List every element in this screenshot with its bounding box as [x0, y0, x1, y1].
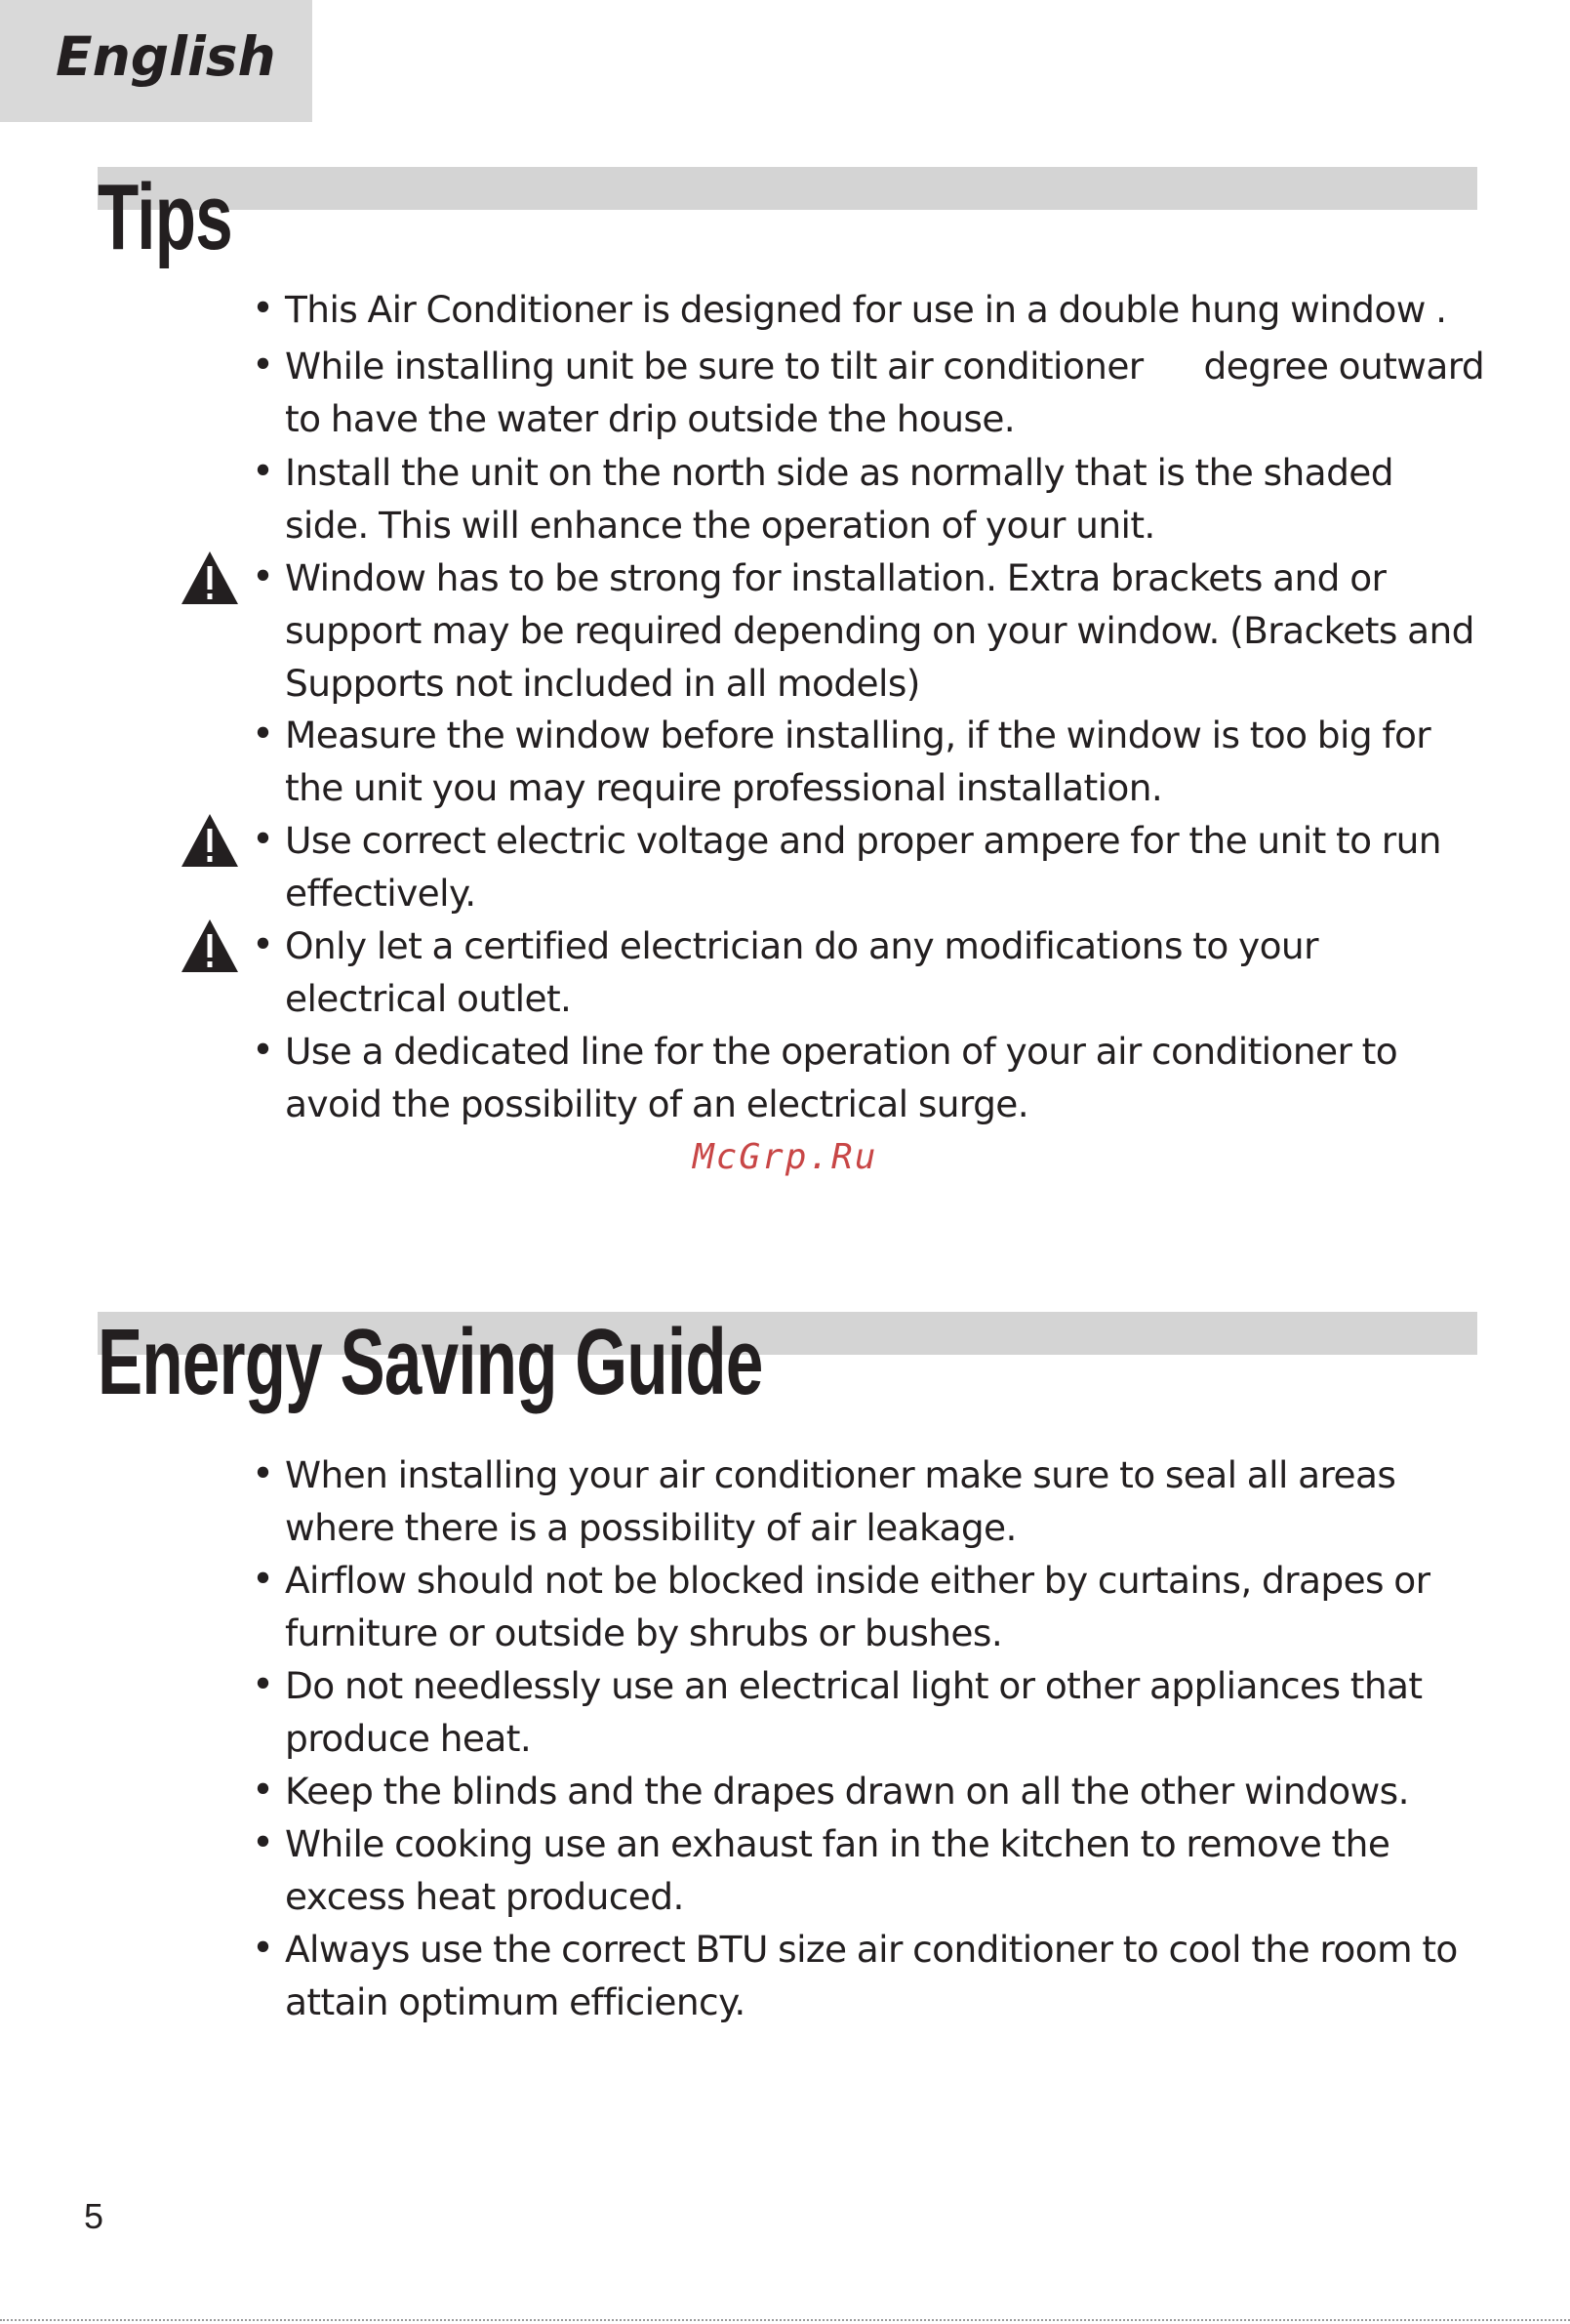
bullet: • — [252, 1663, 275, 1707]
bottom-divider — [0, 2319, 1570, 2321]
list-item-text: Airflow should not be blocked inside either by curtains, drapes or furniture or outside by shrubs or bushes. — [285, 1559, 1430, 1654]
bullet: • — [252, 1558, 275, 1602]
list-item-text: This Air Conditioner is designed for use in a double hung window . — [285, 288, 1447, 331]
list-item-text: Measure the window before installing, if the window is too big for the unit you may require professional installation. — [285, 714, 1431, 809]
page-number: 5 — [84, 2196, 104, 2236]
warning-triangle-icon — [180, 812, 240, 869]
list-item-text: Keep the blinds and the drapes drawn on all the other windows. — [285, 1770, 1409, 1813]
list-item-text: Always use the correct BTU size air conditioner to cool the room to attain optimum efficiency. — [285, 1928, 1458, 2023]
list-item-text: Install the unit on the north side as normally that is the shaded side. This will enhance the operation of your unit. — [285, 451, 1393, 547]
tips-title: Tips — [98, 165, 232, 269]
bullet: • — [252, 344, 275, 387]
list-item-text: Use correct electric voltage and proper ampere for the unit to run effectively. — [285, 819, 1441, 915]
bullet: • — [252, 1029, 275, 1073]
list-item-text: Only let a certified electrician do any modifications to your electrical outlet. — [285, 924, 1318, 1020]
bullet: • — [252, 818, 275, 862]
bullet: • — [252, 287, 275, 331]
bullet: • — [252, 450, 275, 494]
warning-triangle-icon — [180, 917, 240, 974]
bullet: • — [252, 923, 275, 967]
bullet: • — [252, 1821, 275, 1865]
list-item-text: Use a dedicated line for the operation of your air conditioner to avoid the possibility of an electrical surge. — [285, 1030, 1398, 1125]
language-label: English — [56, 25, 276, 88]
bullet: • — [252, 713, 275, 756]
list-item-text: While installing unit be sure to tilt air conditioner degree outward to have the water drip outside the house. — [285, 345, 1495, 440]
bullet: • — [252, 555, 275, 599]
list-item-text: Do not needlessly use an electrical light or other appliances that produce heat. — [285, 1664, 1423, 1760]
list-item-text: While cooking use an exhaust fan in the kitchen to remove the excess heat produced. — [285, 1822, 1390, 1918]
bullet: • — [252, 1769, 275, 1813]
list-item-text: When installing your air conditioner make sure to seal all areas where there is a possibility of air leakage. — [285, 1453, 1396, 1549]
bullet: • — [252, 1927, 275, 1971]
language-tab — [0, 0, 312, 122]
list-item-text: Window has to be strong for installation. Extra brackets and or support may be required depending on your window. (Brackets and Supports not included in all models) — [285, 556, 1474, 705]
energy-title: Energy Saving Guide — [98, 1310, 763, 1414]
bullet: • — [252, 1452, 275, 1496]
warning-triangle-icon — [180, 550, 240, 606]
watermark: McGrp.Ru — [693, 1137, 878, 1177]
tips-header-bar — [98, 167, 1477, 210]
